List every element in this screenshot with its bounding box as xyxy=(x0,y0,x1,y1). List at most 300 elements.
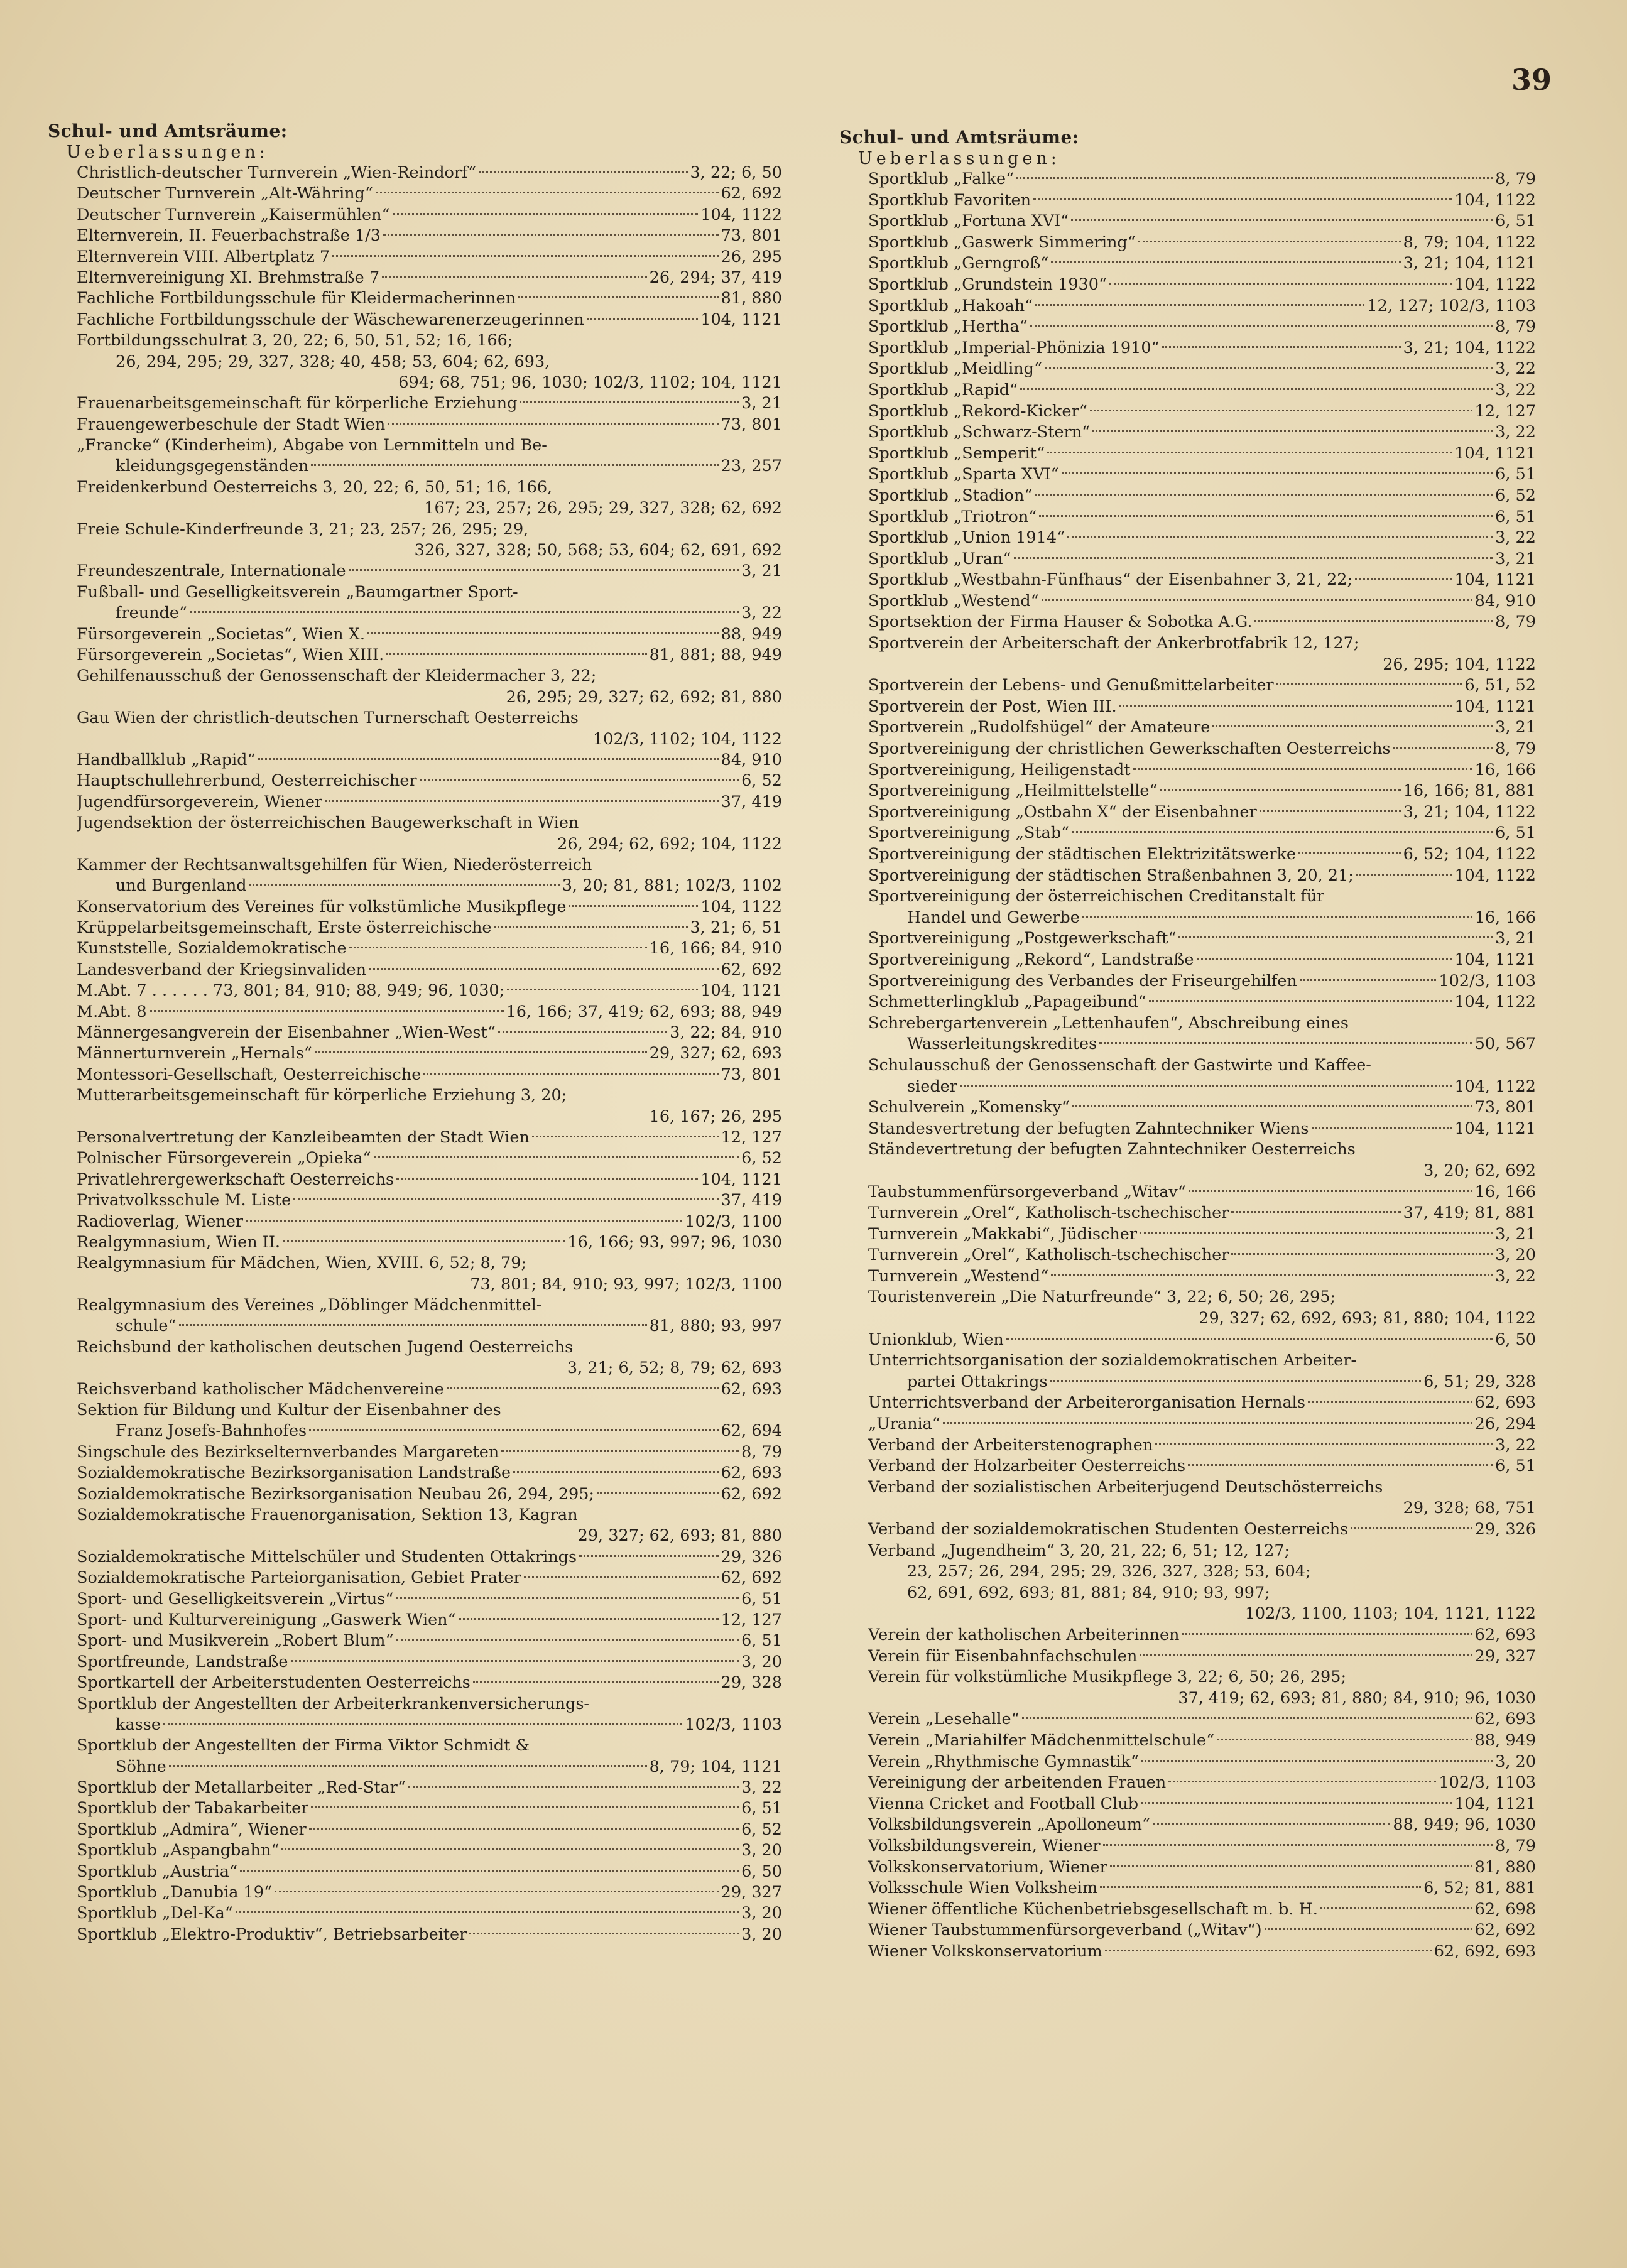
index-entry xyxy=(44,1924,782,1945)
dot-leader xyxy=(1188,1463,1493,1466)
index-entry xyxy=(835,1330,1536,1351)
index-entry xyxy=(835,443,1536,465)
entry-text: Mutterarbeitsgemeinschaft für körperliche Erziehung 3, 20; xyxy=(77,1086,567,1105)
entry-text: Sportklub „Westend“ xyxy=(868,591,1039,610)
entry-reference: 16, 166; 37, 419; 62, 693; 88, 949 xyxy=(506,1002,782,1021)
dot-leader xyxy=(1153,1822,1390,1825)
entry-text: Fachliche Fortbildungsschule für Kleidermacherinnen xyxy=(77,289,516,308)
entry-reference: 29, 327 xyxy=(721,1883,782,1902)
index-entry xyxy=(44,1505,782,1526)
entry-reference: 50, 567 xyxy=(1474,1034,1536,1054)
entry-text: Sportklub „Uran“ xyxy=(868,549,1011,568)
entry-reference: 12, 127; 102/3, 1103 xyxy=(1367,296,1536,315)
index-entry xyxy=(835,1097,1536,1119)
index-entry xyxy=(835,380,1536,401)
dot-leader xyxy=(1260,810,1401,812)
index-entry xyxy=(835,1055,1536,1077)
entry-reference: 3, 21; 6, 51 xyxy=(690,918,782,938)
dot-leader xyxy=(376,191,719,193)
entry-reference: 62, 692, 693 xyxy=(1434,1941,1536,1961)
right-column xyxy=(835,127,1536,1962)
entry-text: 26, 294; 62, 692; 104, 1122 xyxy=(557,834,782,854)
entry-reference: 3, 21 xyxy=(1495,718,1536,737)
dot-leader xyxy=(1320,1907,1472,1909)
index-entry xyxy=(44,1882,782,1903)
dot-leader xyxy=(332,254,719,257)
dot-leader xyxy=(1099,1041,1472,1044)
entry-text: Konservatorium des Vereines für volkstümliche Musikpflege xyxy=(77,897,567,916)
entry-reference: 62, 693 xyxy=(721,1379,782,1399)
index-entry xyxy=(835,1878,1536,1899)
index-entry xyxy=(44,1148,782,1169)
entry-text: 26, 295; 104, 1122 xyxy=(1383,654,1536,674)
entry-text: Unionklub, Wien xyxy=(868,1330,1004,1349)
entry-text: Sportvereinigung der städtischen Straßenbahnen 3, 20, 21; xyxy=(868,865,1354,885)
entry-text: 73, 801; 84, 910; 93, 997; 102/3, 1100 xyxy=(470,1274,782,1294)
entry-text: Turnverein „Westend“ xyxy=(868,1266,1049,1286)
entry-text: Sportklub „Rapid“ xyxy=(868,380,1018,399)
entry-text: 26, 295; 29, 327; 62, 692; 81, 880 xyxy=(506,687,782,707)
entry-text: Sportvereinigung „Stab“ xyxy=(868,823,1070,843)
entry-text: Sportvereinigung der christlichen Gewerkschaften Oesterreichs xyxy=(868,739,1391,759)
dot-leader xyxy=(1393,746,1493,749)
index-entry xyxy=(44,918,782,938)
dot-leader xyxy=(1035,493,1493,496)
entry-reference: 81, 880 xyxy=(721,289,782,308)
entry-reference: 8, 79 xyxy=(1495,1836,1536,1855)
index-entry xyxy=(44,897,782,918)
dot-leader xyxy=(163,1722,682,1725)
entry-text: Krüppelarbeitsgemeinschaft, Erste österreichische xyxy=(77,918,492,938)
dot-leader xyxy=(520,401,739,403)
entry-text: kleidungsgegenständen xyxy=(116,457,309,476)
entry-reference: 8, 79 xyxy=(1495,739,1536,759)
dot-leader xyxy=(1110,1865,1472,1867)
index-entry xyxy=(44,1358,782,1379)
index-entry xyxy=(835,844,1536,865)
entry-text: freunde“ xyxy=(116,604,188,623)
dot-leader xyxy=(1189,1190,1472,1192)
index-entry xyxy=(44,372,782,393)
entry-reference: 104, 1121 xyxy=(1454,950,1536,969)
entry-reference: 102/3, 1103 xyxy=(1439,971,1536,990)
index-entry xyxy=(44,352,782,372)
index-entry xyxy=(44,1798,782,1819)
entry-reference: 6, 51 xyxy=(1495,823,1536,843)
dot-leader xyxy=(349,568,739,571)
entry-text: Verband der sozialistischen Arbeiterjugend Deutschösterreichs xyxy=(868,1477,1383,1497)
index-entry xyxy=(835,612,1536,633)
index-entry xyxy=(44,1673,782,1693)
index-entry xyxy=(835,781,1536,802)
entry-reference: 6, 52 xyxy=(741,771,782,791)
entry-reference: 6, 51 xyxy=(741,1589,782,1609)
entry-text: Radioverlag, Wiener xyxy=(77,1212,244,1231)
entry-text: Sportvereinigung „Heilmittelstelle“ xyxy=(868,781,1158,801)
entry-text: Sportklub „Triotron“ xyxy=(868,507,1037,526)
entry-list xyxy=(835,169,1536,1962)
entry-text: Realgymnasium des Vereines „Döblinger Mädchenmittel- xyxy=(77,1296,542,1315)
entry-reference: 104, 1121 xyxy=(700,310,782,329)
entry-text: Sportklub „Meidling“ xyxy=(868,359,1043,379)
dot-leader xyxy=(1254,619,1493,622)
entry-reference: 62, 693 xyxy=(1474,1710,1536,1729)
entry-reference: 73, 801 xyxy=(721,415,782,434)
index-entry xyxy=(835,1920,1536,1941)
entry-reference: 104, 1122 xyxy=(1454,274,1536,294)
entry-reference: 23, 257 xyxy=(721,457,782,476)
index-entry xyxy=(44,1316,782,1337)
index-entry xyxy=(835,971,1536,992)
index-entry xyxy=(44,310,782,330)
entry-reference: 16, 166 xyxy=(1474,1182,1536,1202)
entry-text: Wiener Taubstummenfürsorgeverband („Witav“) xyxy=(868,1921,1262,1940)
dot-leader xyxy=(1178,936,1493,938)
entry-reference: 73, 801 xyxy=(721,226,782,246)
dot-leader xyxy=(240,1869,739,1872)
entry-reference: 3, 20 xyxy=(741,1904,782,1923)
dot-leader xyxy=(150,1009,504,1012)
dot-leader xyxy=(1140,1232,1493,1234)
entry-text: Reichsverband katholischer Mädchenvereine xyxy=(77,1379,444,1399)
entry-text: Turnverein „Makkabi“, Jüdischer xyxy=(868,1224,1138,1244)
dot-leader xyxy=(236,1911,739,1913)
entry-reference: 37, 419 xyxy=(721,792,782,811)
index-entry xyxy=(835,1287,1536,1308)
dot-leader xyxy=(1082,915,1472,918)
index-entry xyxy=(44,750,782,771)
entry-text: kasse xyxy=(116,1715,161,1734)
entry-text: Franz Josefs-Bahnhofes xyxy=(116,1421,307,1441)
entry-reference: 81, 880 xyxy=(1474,1857,1536,1877)
entry-reference: 6, 51; 29, 328 xyxy=(1423,1372,1536,1391)
entry-reference: 8, 79 xyxy=(741,1442,782,1462)
entry-text: Volkskonservatorium, Wiener xyxy=(868,1857,1107,1877)
index-entry xyxy=(44,288,782,309)
dot-leader xyxy=(281,1848,739,1850)
index-entry xyxy=(44,1085,782,1106)
dot-leader xyxy=(1042,599,1472,601)
entry-reference: 104, 1121 xyxy=(1454,1794,1536,1813)
index-entry xyxy=(835,823,1536,844)
entry-text: schule“ xyxy=(116,1316,177,1336)
entry-text: Sportklub „Union 1914“ xyxy=(868,528,1065,548)
entry-reference: 84, 910 xyxy=(721,750,782,769)
entry-reference: 3, 20 xyxy=(741,1924,782,1944)
entry-text: Sportklub „Aspangbahn“ xyxy=(77,1841,280,1860)
entry-text: Sport- und Kulturvereinigung „Gaswerk Wien“ xyxy=(77,1610,456,1629)
entry-text: Sportklub „Stadion“ xyxy=(868,486,1033,505)
entry-reference: 16, 166; 93, 997; 96, 1030 xyxy=(567,1232,782,1252)
index-entry xyxy=(44,1735,782,1756)
entry-text: Verein „Mariahilfer Mädchenmittelschule“ xyxy=(868,1730,1215,1750)
index-entry xyxy=(835,1603,1536,1625)
index-entry xyxy=(835,507,1536,528)
dot-leader xyxy=(1160,788,1400,791)
index-entry xyxy=(835,1161,1536,1182)
index-entry xyxy=(44,855,782,876)
index-entry xyxy=(44,666,782,686)
entry-text: Unterrichtsorganisation der sozialdemokratischen Arbeiter- xyxy=(868,1351,1357,1370)
index-entry xyxy=(44,1169,782,1190)
entry-reference: 3, 21; 104, 1122 xyxy=(1403,802,1536,822)
index-entry xyxy=(835,1541,1536,1562)
index-entry xyxy=(44,960,782,980)
index-entry xyxy=(835,464,1536,486)
index-entry xyxy=(44,225,782,246)
index-entry xyxy=(835,1139,1536,1161)
dot-leader xyxy=(524,1575,719,1578)
dot-leader xyxy=(1022,1717,1472,1719)
entry-text: Reichsbund der katholischen deutschen Jugend Oesterreichs xyxy=(77,1337,574,1357)
index-entry xyxy=(44,1043,782,1064)
entry-text: Sektion für Bildung und Kultur der Eisenbahner des xyxy=(77,1401,501,1420)
entry-reference: 16, 166; 81, 881 xyxy=(1403,781,1536,801)
dot-leader xyxy=(309,1827,739,1830)
entry-reference: 73, 801 xyxy=(721,1065,782,1084)
dot-leader xyxy=(1155,1443,1493,1445)
entry-reference: 3, 22 xyxy=(1495,528,1536,548)
index-entry xyxy=(835,1561,1536,1583)
entry-reference: 62, 693 xyxy=(1474,1625,1536,1644)
dot-leader xyxy=(1231,1252,1493,1255)
entry-reference: 104, 1121 xyxy=(1454,1119,1536,1138)
section-heading: Schul- und Amtsräume: xyxy=(839,127,1079,148)
entry-reference: 8, 79 xyxy=(1495,317,1536,337)
dot-leader xyxy=(1212,725,1493,727)
entry-reference: 6, 52 xyxy=(741,1820,782,1839)
index-entry xyxy=(44,1694,782,1715)
entry-reference: 29, 326 xyxy=(1474,1520,1536,1539)
dot-leader xyxy=(383,233,719,236)
entry-reference: 6, 51, 52 xyxy=(1464,676,1536,695)
index-entry xyxy=(835,1077,1536,1098)
index-entry xyxy=(44,876,782,896)
index-entry xyxy=(835,908,1536,929)
index-entry xyxy=(44,1127,782,1148)
entry-text: Handballklub „Rapid“ xyxy=(77,750,256,769)
entry-text: Sportklub „Fortuna XVI“ xyxy=(868,212,1069,231)
dot-leader xyxy=(1298,852,1401,854)
index-entry xyxy=(44,1379,782,1400)
dot-leader xyxy=(388,422,718,425)
dot-leader xyxy=(1141,1759,1493,1762)
entry-text: 62, 691, 692, 693; 81, 881; 84, 910; 93, 997; xyxy=(907,1583,1270,1602)
dot-leader xyxy=(311,1806,739,1808)
index-entry xyxy=(835,401,1536,423)
index-entry xyxy=(44,456,782,477)
dot-leader xyxy=(469,1932,739,1934)
dot-leader xyxy=(579,1555,719,1557)
entry-text: Wiener Volkskonservatorium xyxy=(868,1941,1102,1961)
dot-leader xyxy=(1138,240,1401,242)
dot-leader xyxy=(315,1051,647,1053)
entry-text: Touristenverein „Die Naturfreunde“ 3, 22; 6, 50; 26, 295; xyxy=(868,1288,1336,1307)
entry-text: Verein „Rhythmische Gymnastik“ xyxy=(868,1752,1139,1771)
entry-text: Sozialdemokratische Bezirksorganisation Neubau 26, 294, 295; xyxy=(77,1484,595,1504)
index-entry xyxy=(835,1646,1536,1668)
index-entry xyxy=(44,163,782,183)
dot-leader xyxy=(249,883,560,886)
entry-text: Sportklub „Rekord-Kicker“ xyxy=(868,401,1087,421)
entry-text: Volksschule Wien Volksheim xyxy=(868,1879,1098,1898)
entry-text: Deutscher Turnverein „Kaisermühlen“ xyxy=(77,205,390,224)
entry-reference: 8, 79; 104, 1122 xyxy=(1403,232,1536,252)
entry-text: 167; 23, 257; 26, 295; 29, 327, 328; 62, 692 xyxy=(424,499,782,518)
entry-reference: 62, 692 xyxy=(721,184,782,203)
entry-text: Sportfreunde, Landstraße xyxy=(77,1652,288,1671)
entry-text: Sportklub „Elektro-Produktiv“, Betriebsarbeiter xyxy=(77,1924,467,1944)
entry-text: Sportvereinigung „Ostbahn X“ der Eisenbahner xyxy=(868,802,1257,822)
dot-leader xyxy=(1039,514,1493,517)
entry-reference: 6, 51 xyxy=(1495,1457,1536,1476)
section-subheading: Ueberlassungen: xyxy=(67,143,269,162)
dot-leader xyxy=(1033,198,1452,200)
index-entry xyxy=(835,802,1536,823)
dot-leader xyxy=(1149,999,1452,1002)
entry-reference: 6, 51 xyxy=(1495,507,1536,526)
entry-text: Christlich-deutscher Turnverein „Wien-Reindorf“ xyxy=(77,163,477,182)
dot-leader xyxy=(1020,388,1493,390)
dot-leader xyxy=(396,1177,698,1180)
index-entry xyxy=(44,1526,782,1546)
entry-text: Wasserleitungskredites xyxy=(907,1034,1097,1054)
entry-reference: 3, 21; 104, 1122 xyxy=(1403,338,1536,357)
index-entry xyxy=(44,435,782,456)
index-entry xyxy=(835,1224,1536,1245)
entry-text: Standesvertretung der befugten Zahntechniker Wiens xyxy=(868,1119,1309,1138)
index-entry xyxy=(835,1836,1536,1857)
entry-reference: 3, 22; 84, 910 xyxy=(670,1023,782,1043)
entry-text: Schulausschuß der Genossenschaft der Gastwirte und Kaffee- xyxy=(868,1055,1371,1075)
dot-leader xyxy=(349,946,647,948)
entry-reference: 29, 327; 62, 693 xyxy=(649,1044,782,1063)
dot-leader xyxy=(246,1219,682,1222)
index-entry xyxy=(44,1065,782,1085)
entry-text: 102/3, 1102; 104, 1122 xyxy=(592,729,782,749)
index-entry xyxy=(835,317,1536,338)
dot-leader xyxy=(283,1240,565,1242)
dot-leader xyxy=(1351,1527,1472,1529)
entry-text: Volksbildungsverein, Wiener xyxy=(868,1836,1101,1855)
entry-text: Sportverein „Rudolfshügel“ der Amateure xyxy=(868,718,1211,737)
index-entry xyxy=(44,415,782,435)
entry-reference: 3, 21 xyxy=(1495,1224,1536,1244)
entry-text: Realgymnasium für Mädchen, Wien, XVIII. 6, 52; 8, 79; xyxy=(77,1254,527,1273)
index-entry xyxy=(835,1667,1536,1688)
entry-reference: 3, 20 xyxy=(1495,1752,1536,1771)
entry-reference: 62, 693 xyxy=(721,1463,782,1483)
entry-text: Sportvereinigung der städtischen Elektrizitätswerke xyxy=(868,845,1297,864)
index-entry xyxy=(44,1757,782,1777)
entry-reference: 29, 326 xyxy=(721,1547,782,1566)
dot-leader xyxy=(1072,830,1493,833)
index-entry xyxy=(835,717,1536,739)
index-entry xyxy=(44,771,782,791)
entry-reference: 3, 20 xyxy=(1495,1245,1536,1265)
entry-reference: 8, 79; 104, 1121 xyxy=(649,1757,782,1776)
entry-text: Sportklub der Tabakarbeiter xyxy=(77,1799,309,1818)
entry-reference: 6, 50 xyxy=(741,1862,782,1881)
entry-text: Elternvereinigung XI. Brehmstraße 7 xyxy=(77,268,380,287)
index-entry xyxy=(44,1274,782,1295)
index-entry xyxy=(44,1400,782,1421)
entry-text: Vereinigung der arbeitenden Frauen xyxy=(868,1773,1167,1793)
index-entry xyxy=(835,1414,1536,1435)
entry-text: Handel und Gewerbe xyxy=(907,908,1080,927)
dot-leader xyxy=(960,1084,1452,1087)
entry-reference: 88, 949 xyxy=(1474,1730,1536,1750)
entry-text: Fürsorgeverein „Societas“, Wien XIII. xyxy=(77,645,384,665)
entry-reference: 6, 52; 104, 1122 xyxy=(1403,845,1536,864)
index-entry xyxy=(44,330,782,351)
index-entry xyxy=(835,1119,1536,1140)
index-entry xyxy=(835,697,1536,718)
entry-reference: 26, 294; 37, 419 xyxy=(649,268,782,287)
entry-text: Schrebergartenverein „Lettenhaufen“, Abschreibung eines xyxy=(868,1013,1349,1033)
entry-reference: 6, 51 xyxy=(741,1799,782,1818)
dot-leader xyxy=(311,464,718,466)
entry-reference: 3, 21 xyxy=(741,394,782,413)
index-entry xyxy=(835,1899,1536,1921)
dot-leader xyxy=(1006,1337,1493,1340)
entry-text: Gau Wien der christlich-deutschen Turnerschaft Oesterreichs xyxy=(77,708,579,728)
index-entry xyxy=(44,1253,782,1274)
entry-text: Personalvertretung der Kanzleibeamten der Stadt Wien xyxy=(77,1127,530,1147)
index-entry xyxy=(835,675,1536,697)
entry-reference: 104, 1122 xyxy=(1454,1077,1536,1096)
entry-reference: 3, 21 xyxy=(1495,929,1536,948)
dot-leader xyxy=(1265,1928,1472,1930)
dot-leader xyxy=(374,1156,739,1158)
index-entry xyxy=(835,274,1536,296)
dot-leader xyxy=(518,296,719,298)
dot-leader xyxy=(494,925,688,928)
entry-reference: 26, 295 xyxy=(721,247,782,266)
index-entry xyxy=(44,1463,782,1484)
index-entry xyxy=(835,1435,1536,1457)
entry-reference: 102/3, 1100 xyxy=(685,1212,782,1231)
dot-leader xyxy=(1109,282,1452,285)
index-entry xyxy=(835,549,1536,570)
entry-text: Volksbildungsverein „Apolloneum“ xyxy=(868,1815,1150,1835)
entry-text: Verband der Arbeiterstenographen xyxy=(868,1435,1153,1455)
index-entry xyxy=(835,422,1536,443)
entry-text: Sportklub „Schwarz-Stern“ xyxy=(868,423,1091,442)
dot-leader xyxy=(447,1387,719,1389)
index-entry xyxy=(44,1232,782,1253)
dot-leader xyxy=(1072,1105,1472,1107)
dot-leader xyxy=(275,1890,719,1892)
entry-reference: 6, 52 xyxy=(1495,486,1536,505)
index-entry xyxy=(44,708,782,729)
entry-reference: 104, 1122 xyxy=(1454,992,1536,1012)
entry-text: Sozialdemokratische Parteiorganisation, Gebiet Prater xyxy=(77,1568,521,1588)
entry-text: Freie Schule-Kinderfreunde 3, 21; 23, 257; 26, 295; 29, xyxy=(77,519,529,539)
entry-text: 102/3, 1100, 1103; 104, 1121, 1122 xyxy=(1244,1604,1536,1624)
entry-text: Sportklub „Gerngroß“ xyxy=(868,254,1049,273)
entry-text: Taubstummenfürsorgeverband „Witav“ xyxy=(868,1182,1186,1202)
page-number: 39 xyxy=(1511,63,1552,97)
entry-text: Verband „Jugendheim“ 3, 20, 21, 22; 6, 51; 12, 127; xyxy=(868,1541,1290,1560)
entry-text: Sportklub der Angestellten der Firma Viktor Schmidt & xyxy=(77,1736,530,1755)
entry-reference: 26, 294 xyxy=(1474,1414,1536,1434)
index-entry xyxy=(835,1308,1536,1330)
index-entry xyxy=(835,1350,1536,1372)
dot-leader xyxy=(1168,1780,1436,1782)
index-entry xyxy=(44,1190,782,1211)
section-heading: Schul- und Amtsräume: xyxy=(48,121,288,141)
